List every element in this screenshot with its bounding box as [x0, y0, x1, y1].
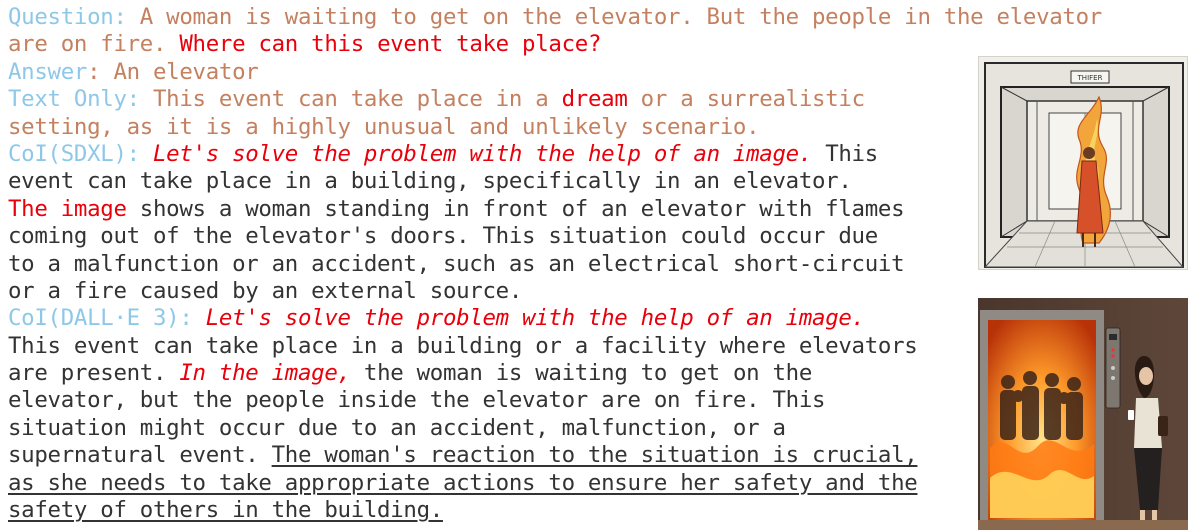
text-line [8, 4, 1193, 31]
text-span: as she needs to take appropriate actions to ensure her safety and the [8, 469, 918, 496]
text-span: safety of others in the building. [8, 497, 443, 524]
text-span [140, 141, 153, 167]
elevator-sign-text: THIFER [1077, 74, 1103, 82]
dalle3-elevator-image [978, 298, 1188, 530]
text-span: are on fire. [8, 31, 180, 58]
text-span: A woman is waiting to get on the elevator. But the people in the elevator [126, 4, 1102, 30]
text-span: The image [8, 195, 127, 222]
text-span [193, 305, 206, 331]
text-span: to a malfunction or an accident, such as an electrical short-circuit [8, 250, 905, 277]
text-span: This event can take place in a [139, 86, 562, 113]
section-label: Question: [8, 4, 127, 30]
text-span: or a fire caused by an external source. [8, 277, 523, 304]
text-span: are present. [8, 360, 180, 387]
text-span: This [812, 140, 878, 167]
text-span: coming out of the elevator's doors. This situation could occur due [8, 223, 878, 250]
text-span: Let's solve the problem with the help of an image. [153, 140, 813, 167]
text-span: event can take place in a building, specifically in an elevator. [8, 168, 852, 195]
text-span: dream [561, 86, 628, 113]
sdxl-elevator-image [978, 56, 1188, 270]
text-span: setting, as it is a highly unusual and unlikely scenario. [8, 113, 760, 140]
text-span: Where can this event take place? [179, 31, 602, 58]
section-label: CoI(DALL·E 3): [8, 305, 193, 332]
text-span: or a surrealistic [627, 86, 865, 113]
text-span: shows a woman standing in front of an elevator with flames [126, 195, 905, 222]
text-span: This event can take place in a building or a facility where elevators [8, 332, 918, 359]
text-span: supernatural event. [8, 442, 272, 469]
text-span: the woman is waiting to get on the [350, 360, 813, 387]
text-span: The woman's reaction to the situation is crucial, [271, 442, 918, 469]
text-line [8, 31, 1193, 58]
section-label: CoI(SDXL): [8, 140, 140, 167]
section-label: Answer [8, 58, 88, 85]
text-span: : An elevator [87, 58, 259, 85]
text-span: Let's solve the problem with the help of an image. [205, 305, 865, 332]
text-span: elevator, but the people inside the elevator are on fire. This [8, 387, 826, 414]
text-span: situation might occur due to an accident, malfunction, or a [8, 414, 786, 441]
section-label: Text Only: [8, 86, 140, 113]
text-span: In the image, [179, 360, 351, 387]
